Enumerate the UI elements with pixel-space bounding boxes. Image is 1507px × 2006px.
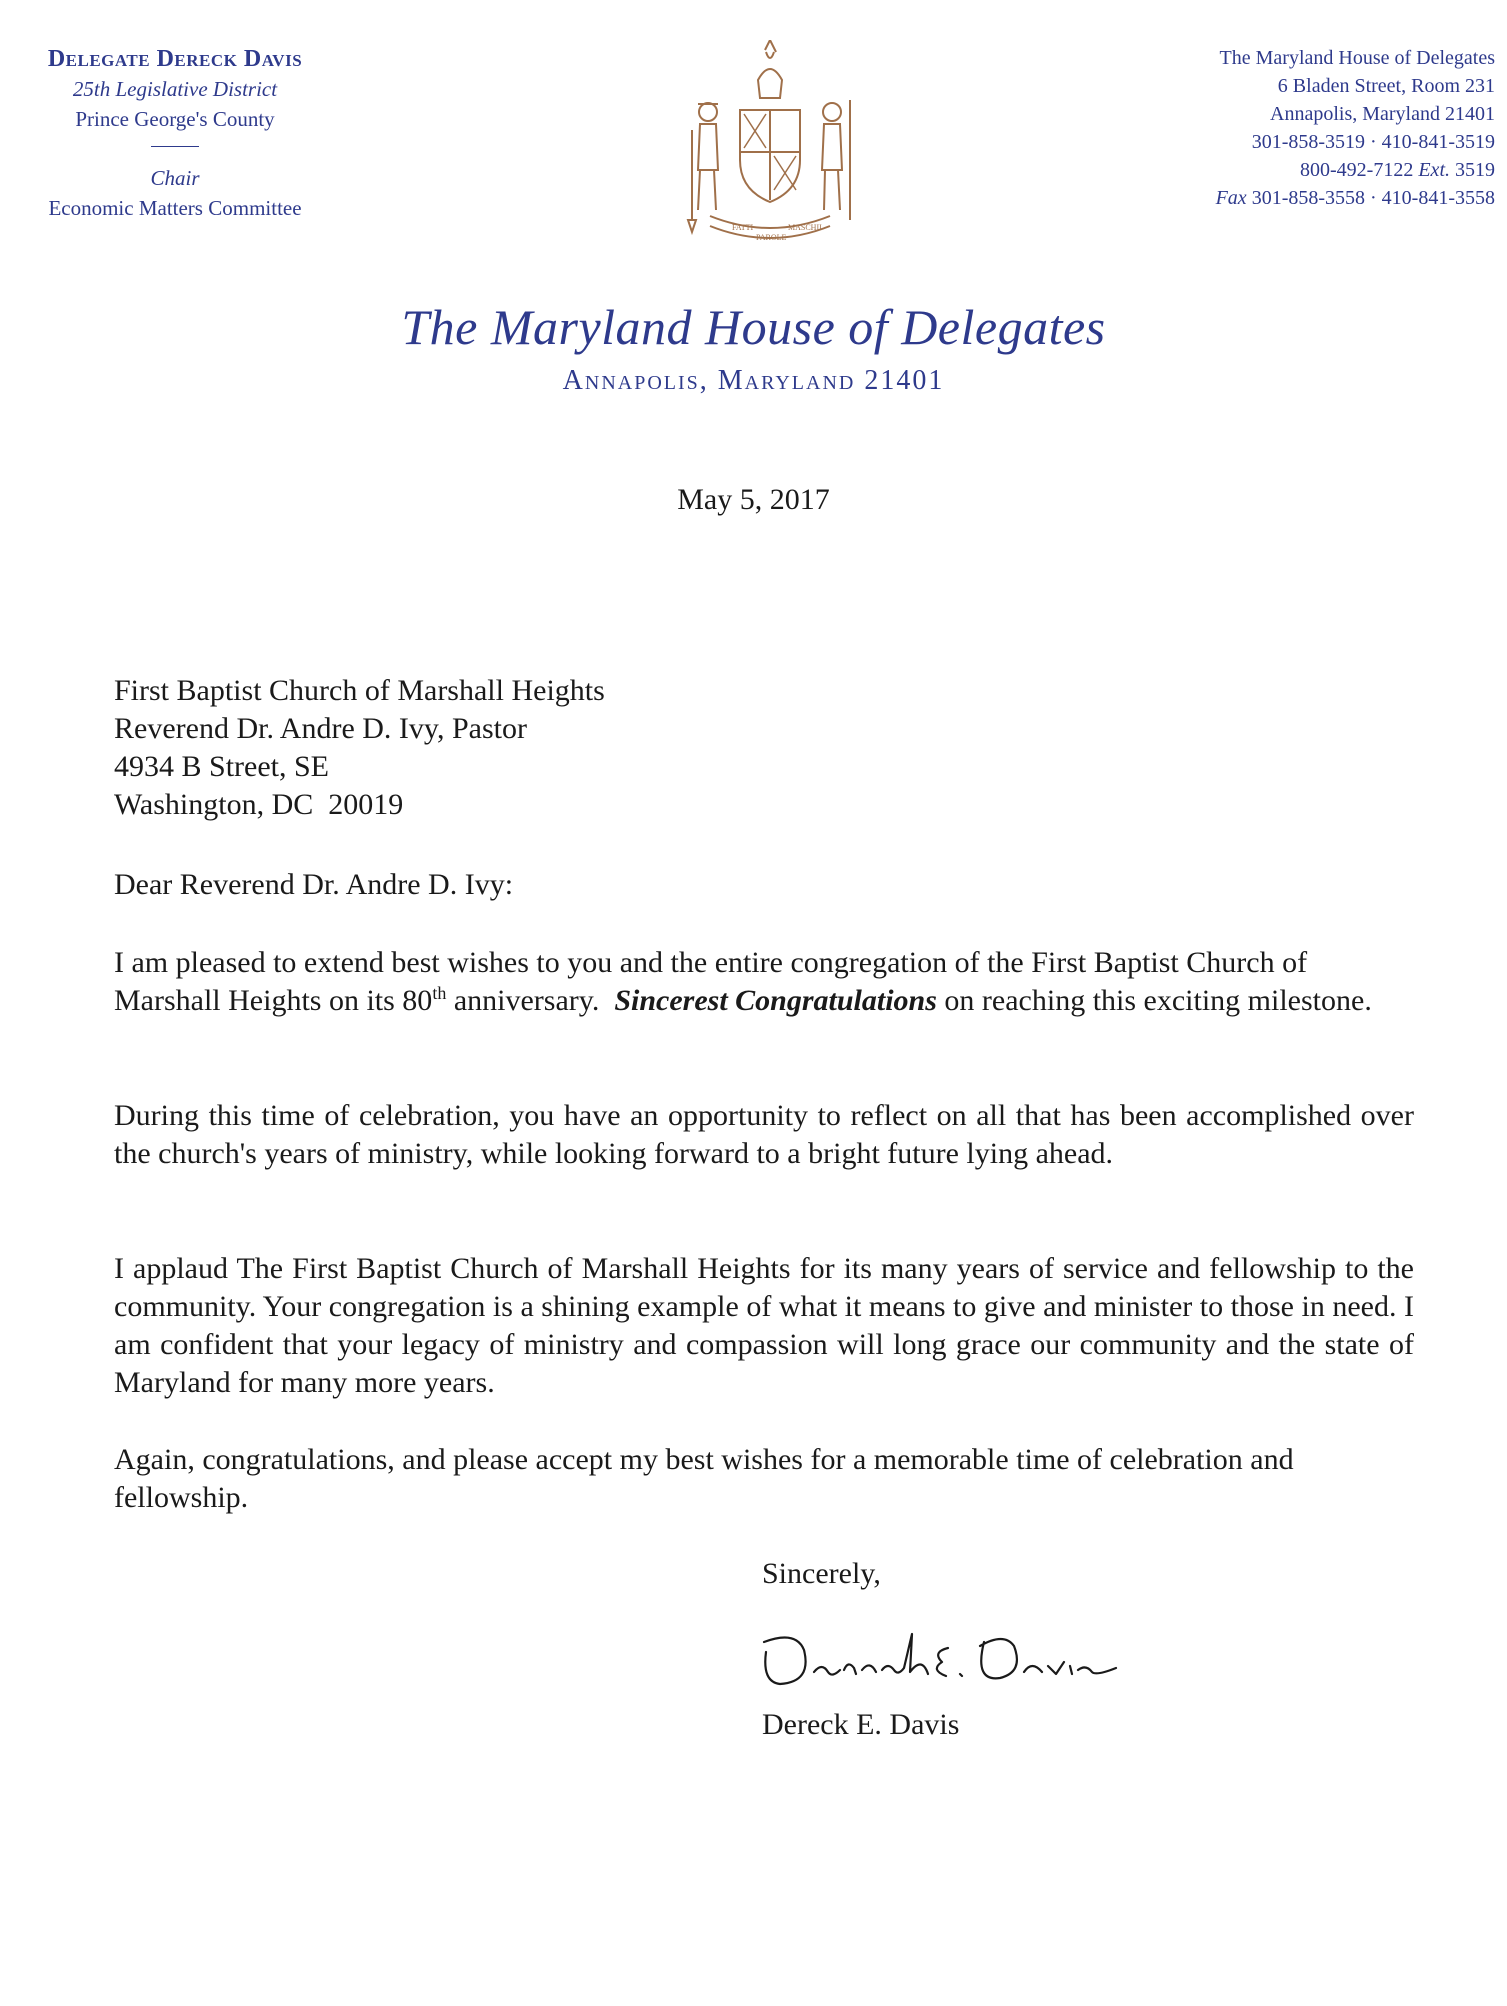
delegate-name: Delegate Dereck Davis [47,46,303,72]
committee: Economic Matters Committee [48,196,302,220]
seal-banner-bottom: PAROLE [756,233,787,242]
signature [752,1612,1132,1702]
paragraph-2: During this time of celebration, you have an opportunity to reflect on all that has been accomplished over the church's years of ministry, while looking forward to a bright future lying ahead. [114,1099,1414,1170]
seal-banner-left: FATTI [732,223,754,232]
letterhead-city: Annapolis, Maryland 21401 [562,365,945,396]
paragraph-4: Again, congratulations, and please accept my best wishes for a memorable time of celebration and fellowship. [114,1443,1294,1514]
street: 6 Bladen Street, Room 231 [1277,75,1495,97]
seal-banner-right: MASCHII [788,223,822,232]
para1-text: on reaching this exciting milestone. [936,984,1372,1017]
divider [151,146,199,147]
para1-text: anniversary. [446,984,615,1017]
para1-text: I am pleased to extend best wishes to you and the entire congregation of the First Baptist Church of Marshall Heights on its 80 [114,946,1308,1017]
letter-date: May 5, 2017 [677,483,830,516]
org-name: The Maryland House of Delegates [1219,47,1495,69]
phones: 301-858-3519 · 410-841-3519 [1251,131,1495,153]
recipient-line: 4934 B Street, SE [114,750,329,783]
toll-free [1167,156,1495,184]
recipient-line: First Baptist Church of Marshall Heights [114,674,605,707]
recipient-line: Washington, DC 20019 [114,788,404,821]
letterhead-right [1167,44,1507,212]
recipient-address [114,672,1414,824]
fax [1167,184,1495,212]
letterhead-left [20,44,330,223]
county: Prince George's County [75,107,275,131]
letterhead-title: The Maryland House of Delegates [401,299,1106,355]
role: Chair [150,166,200,190]
city: Annapolis, Maryland 21401 [1270,103,1495,125]
fax-numbers: 301-858-3558 · 410-841-3558 [1251,187,1495,209]
ext-number: 3519 [1455,159,1495,181]
fax-label: Fax [1215,187,1247,209]
toll-free-number: 800-492-7122 [1300,159,1414,181]
closing: Sincerely, [762,1557,881,1590]
recipient-line: Reverend Dr. Andre D. Ivy, Pastor [114,712,527,745]
paragraph-1 [114,944,1414,1020]
ext-label: Ext. [1418,159,1450,181]
emphasis-text: Sincerest Congratulations [614,984,937,1017]
signer-name: Dereck E. Davis [762,1708,960,1741]
paragraph-3: I applaud The First Baptist Church of Marshall Heights for its many years of service and fellowship to the community. Your congregation is a shining example of what it means to give and minister to those in need. I am confident that your legacy of ministry and compassion will long grace our community and the state of Maryland for many more years. [114,1252,1414,1399]
maryland-seal-icon [670,40,870,255]
district: 25th Legislative District [72,77,278,101]
ordinal-suffix: th [432,983,447,1003]
salutation: Dear Reverend Dr. Andre D. Ivy: [114,868,514,901]
